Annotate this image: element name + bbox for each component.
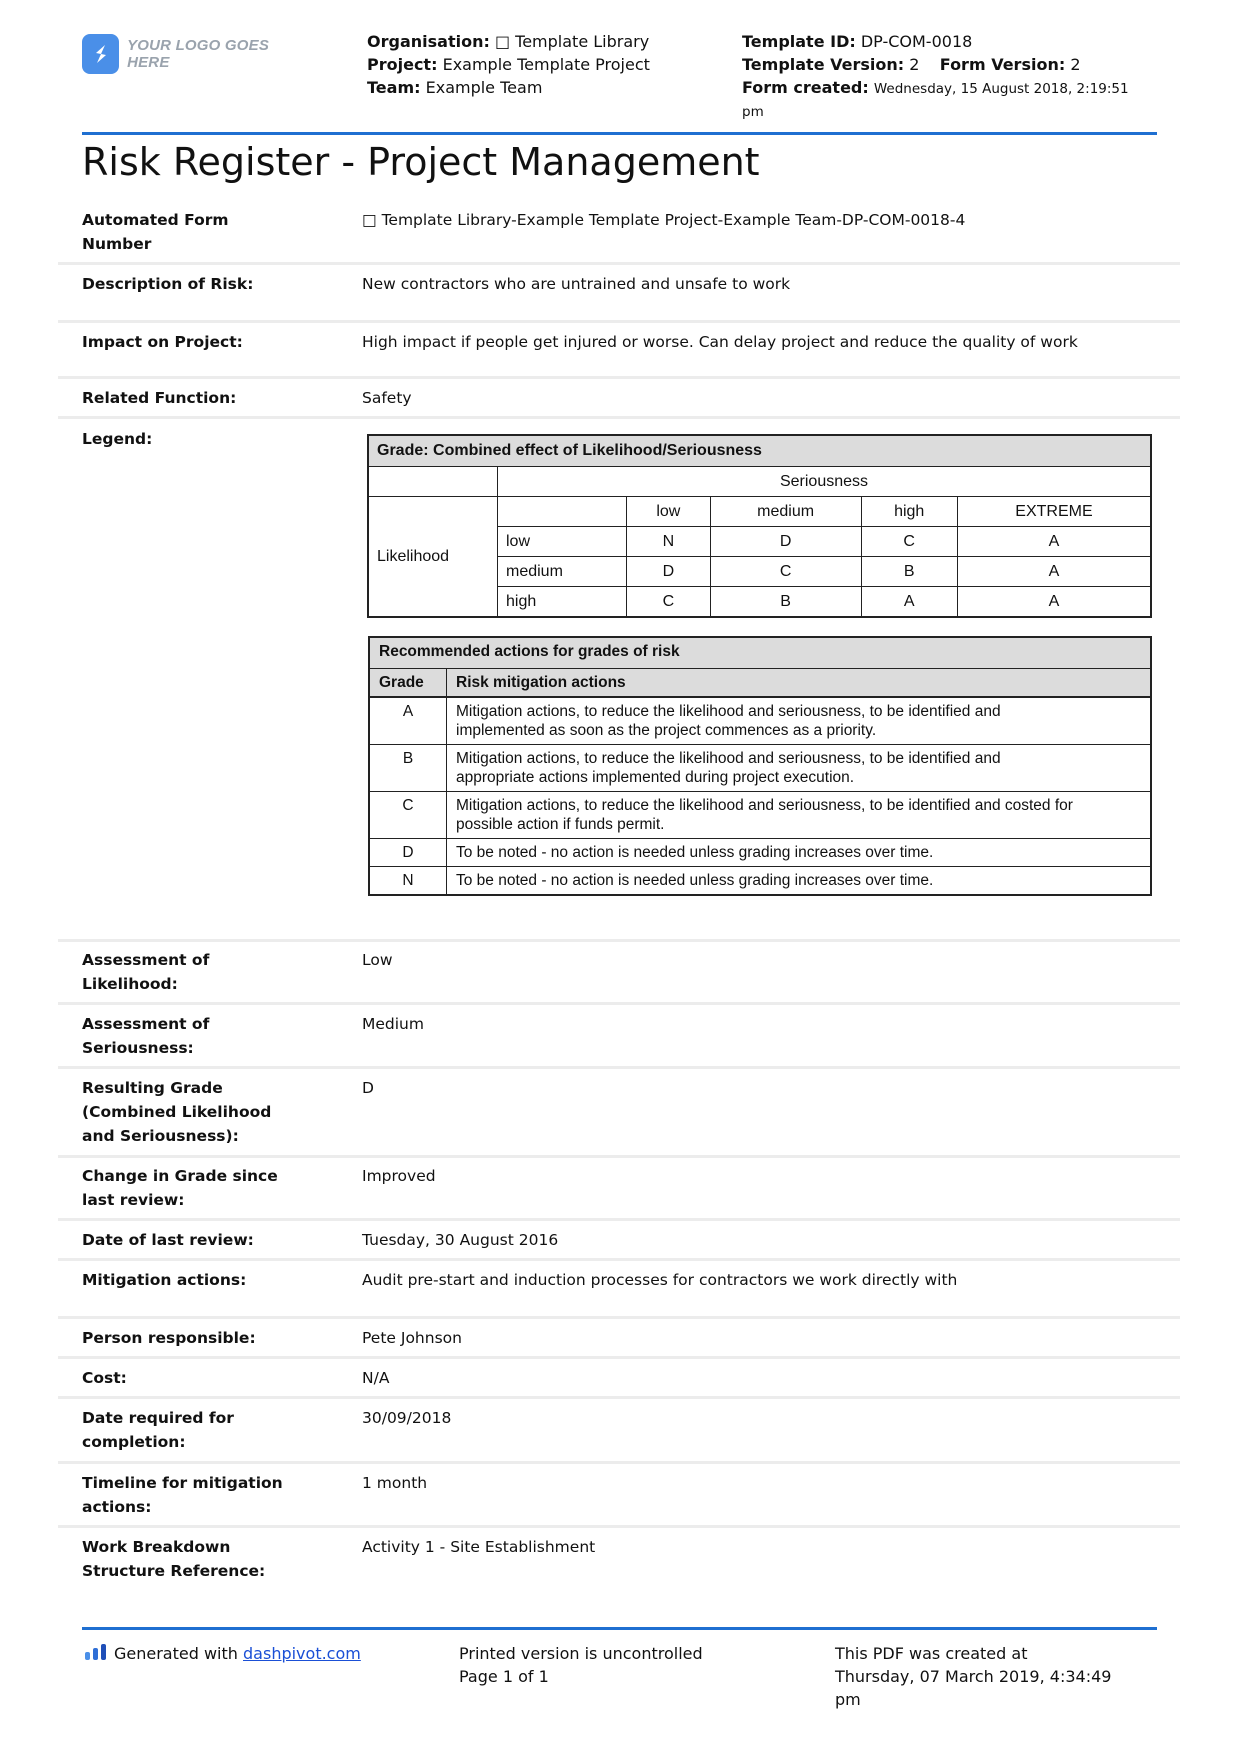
footer-generated	[84, 1642, 361, 1667]
form-version-value: 2	[1070, 55, 1081, 74]
grade-column-header: Grade	[369, 669, 447, 698]
action-text: Mitigation actions, to reduce the likelihood and seriousness, to be identified and appropriate actions implemented during project execution.	[447, 745, 1152, 792]
grade-cell: A	[957, 587, 1151, 618]
grade-matrix-row	[368, 467, 1151, 497]
row-separator	[58, 1002, 1180, 1005]
actions-row	[369, 839, 1151, 867]
impact-value: High impact if people get injured or worse. Can delay project and reduce the quality of work	[362, 333, 1078, 351]
grade-matrix-title-row	[368, 435, 1151, 467]
resulting-grade-value: D	[362, 1079, 374, 1097]
header-org-block	[367, 30, 650, 99]
row-separator	[58, 320, 1180, 323]
grade-cell: B	[710, 587, 861, 618]
template-id-label: Template ID:	[742, 32, 856, 51]
seriousness-assessment-value: Medium	[362, 1015, 424, 1033]
organisation-label: Organisation:	[367, 32, 490, 51]
grade-change-value: Improved	[362, 1167, 436, 1185]
grade-cell: C	[627, 587, 711, 618]
grade-matrix-table	[367, 434, 1152, 618]
completion-date-value: 30/09/2018	[362, 1409, 452, 1427]
template-version-label: Template Version:	[742, 55, 905, 74]
resulting-grade-label: Resulting Grade (Combined Likelihood and Seriousness):	[82, 1079, 272, 1145]
likelihood-row-label: low	[498, 527, 627, 557]
page-title: Risk Register - Project Management	[82, 140, 760, 184]
legend-label: Legend:	[82, 430, 153, 448]
cost-label: Cost:	[82, 1369, 127, 1387]
form-created-value-cont: pm	[742, 104, 764, 120]
project-value: Example Template Project	[442, 55, 650, 74]
actions-row	[369, 745, 1151, 792]
row-separator	[58, 1218, 1180, 1221]
grade-cell: A	[861, 587, 957, 618]
grade-cell: C	[710, 557, 861, 587]
pdf-created-line: This PDF was created at	[835, 1644, 1028, 1663]
row-separator	[58, 1396, 1180, 1399]
likelihood-assessment-label: Assessment of Likelihood:	[82, 951, 210, 993]
dashpivot-link[interactable]: dashpivot.com	[243, 1644, 361, 1663]
template-id-value: DP-COM-0018	[860, 32, 973, 51]
grade-cell: D	[627, 557, 711, 587]
pdf-created-date-cont: pm	[835, 1690, 861, 1709]
organisation-value: □ Template Library	[494, 32, 650, 51]
mitigation-actions-value: Audit pre-start and induction processes for contractors we work directly with	[362, 1271, 958, 1289]
seriousness-header: Seriousness	[498, 467, 1152, 497]
grade-cell: N	[627, 527, 711, 557]
header-template-block	[742, 30, 1162, 124]
likelihood-row-label: high	[498, 587, 627, 618]
action-grade: N	[369, 867, 447, 896]
grade-cell: D	[710, 527, 861, 557]
impact-label: Impact on Project:	[82, 333, 243, 351]
header-divider	[82, 132, 1157, 135]
action-grade: B	[369, 745, 447, 792]
footer-divider	[82, 1627, 1157, 1630]
team-label: Team:	[367, 78, 421, 97]
action-grade: C	[369, 792, 447, 839]
wbs-reference-label: Work Breakdown Structure Reference:	[82, 1538, 266, 1580]
logo-mark-icon	[82, 34, 119, 74]
completion-date-label: Date required for completion:	[82, 1409, 234, 1451]
actions-title-row	[369, 637, 1151, 669]
function-value: Safety	[362, 389, 412, 407]
form-number-label: Automated Form Number	[82, 211, 229, 253]
form-created-label: Form created:	[742, 78, 869, 97]
seriousness-col-medium: medium	[710, 497, 861, 527]
cost-value: N/A	[362, 1369, 390, 1387]
review-date-value: Tuesday, 30 August 2016	[362, 1231, 559, 1249]
row-separator	[58, 376, 1180, 379]
description-label: Description of Risk:	[82, 275, 254, 293]
description-value: New contractors who are untrained and unsafe to work	[362, 275, 791, 293]
grade-cell: B	[861, 557, 957, 587]
form-version-label: Form Version:	[939, 55, 1066, 74]
review-date-label: Date of last review:	[82, 1231, 254, 1249]
row-separator	[58, 1258, 1180, 1261]
action-text: Mitigation actions, to reduce the likelihood and seriousness, to be identified and implemented as soon as the project commences as a priority.	[447, 697, 1152, 745]
page-number: Page 1 of 1	[459, 1667, 549, 1686]
row-separator	[58, 1461, 1180, 1464]
action-text: To be noted - no action is needed unless grading increases over time.	[447, 867, 1152, 896]
actions-column-header: Risk mitigation actions	[447, 669, 1152, 698]
likelihood-header: Likelihood	[368, 497, 498, 618]
uncontrolled-notice: Printed version is uncontrolled	[459, 1644, 703, 1663]
action-grade: D	[369, 839, 447, 867]
grade-change-label: Change in Grade since last review:	[82, 1167, 278, 1209]
form-created-value: Wednesday, 15 August 2018, 2:19:51	[873, 81, 1129, 97]
grade-matrix-corner	[368, 467, 498, 497]
row-separator	[58, 1356, 1180, 1359]
row-separator	[58, 1155, 1180, 1158]
person-responsible-label: Person responsible:	[82, 1329, 256, 1347]
row-separator	[58, 416, 1180, 419]
likelihood-row-label: medium	[498, 557, 627, 587]
action-text: Mitigation actions, to reduce the likelihood and seriousness, to be identified and costed for possible action if funds permit.	[447, 792, 1152, 839]
form-number-value: □ Template Library-Example Template Project-Example Team-DP-COM-0018-4	[362, 211, 966, 229]
timeline-label: Timeline for mitigation actions:	[82, 1474, 283, 1516]
seriousness-col-extreme: EXTREME	[957, 497, 1151, 527]
row-separator	[58, 1525, 1180, 1528]
grade-matrix-empty-cell	[498, 497, 627, 527]
team-value: Example Team	[425, 78, 543, 97]
row-separator	[58, 1066, 1180, 1069]
grade-cell: A	[957, 527, 1151, 557]
function-label: Related Function:	[82, 389, 237, 407]
generated-prefix: Generated with	[114, 1644, 238, 1663]
project-label: Project:	[367, 55, 438, 74]
mitigation-actions-label: Mitigation actions:	[82, 1271, 247, 1289]
timeline-value: 1 month	[362, 1474, 428, 1492]
recommended-actions-table	[368, 636, 1152, 896]
grade-cell: C	[861, 527, 957, 557]
bar-chart-icon	[84, 1643, 108, 1667]
likelihood-assessment-value: Low	[362, 951, 393, 969]
logo-text: YOUR LOGO GOES HERE	[127, 37, 270, 71]
person-responsible-value: Pete Johnson	[362, 1329, 462, 1347]
seriousness-col-high: high	[861, 497, 957, 527]
template-version-value: 2	[909, 55, 920, 74]
action-grade: A	[369, 697, 447, 745]
row-separator	[58, 939, 1180, 942]
footer-print-info	[459, 1642, 703, 1688]
footer-created-info	[835, 1642, 1155, 1711]
grade-matrix-row	[368, 497, 1151, 527]
seriousness-assessment-label: Assessment of Seriousness:	[82, 1015, 210, 1057]
pdf-created-date: Thursday, 07 March 2019, 4:34:49	[835, 1667, 1112, 1686]
action-text: To be noted - no action is needed unless grading increases over time.	[447, 839, 1152, 867]
seriousness-col-low: low	[627, 497, 711, 527]
company-logo	[82, 33, 302, 75]
row-separator	[58, 1316, 1180, 1319]
wbs-reference-value: Activity 1 - Site Establishment	[362, 1538, 596, 1556]
actions-row	[369, 697, 1151, 745]
row-separator	[58, 262, 1180, 265]
actions-row	[369, 792, 1151, 839]
actions-row	[369, 867, 1151, 896]
grade-matrix-title: Grade: Combined effect of Likelihood/Seriousness	[368, 435, 1151, 467]
actions-header-row	[369, 669, 1151, 698]
grade-cell: A	[957, 557, 1151, 587]
actions-table-title: Recommended actions for grades of risk	[369, 637, 1151, 669]
